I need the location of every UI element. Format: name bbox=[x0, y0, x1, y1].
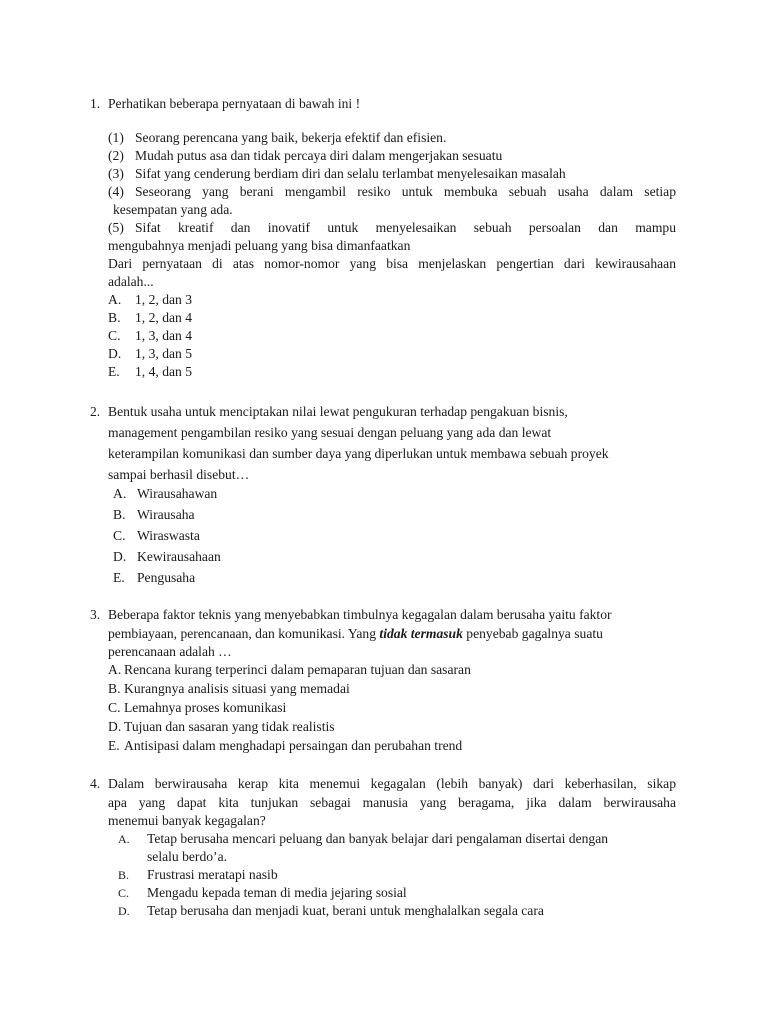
statement-label: (4) bbox=[108, 184, 124, 199]
option-text: Kurangnya analisis situasi yang memadai bbox=[124, 681, 350, 696]
option-label: D. bbox=[113, 549, 127, 564]
question-text-continued: apa yang dapat kita tunjukan sebagai manusia yang beragama, jika dalam berwirausaha bbox=[108, 795, 676, 810]
question-text: Dalam berwirausaha kerap kita menemui kegagalan (lebih banyak) dari keberhasilan, sikap bbox=[108, 776, 676, 791]
option-text: 1, 3, dan 5 bbox=[135, 346, 193, 361]
statement-text: Seseorang yang berani mengambil resiko untuk membuka sebuah usaha dalam setiap bbox=[135, 184, 676, 199]
option-label: B. bbox=[113, 507, 126, 522]
option-label: D. bbox=[108, 346, 122, 361]
question-text-part: penyebab gagalnya suatu bbox=[462, 626, 603, 641]
question-text-part: pembiayaan, perencanaan, dan komunikasi. Yang bbox=[108, 626, 380, 641]
question-text-continued: perencanaan adalah … bbox=[108, 644, 232, 659]
statement-text: Sifat yang cenderung berdiam diri dan selalu terlambat menyelesaikan masalah bbox=[135, 166, 566, 181]
option-text: Wirausaha bbox=[137, 507, 195, 522]
option-text: Tetap berusaha mencari peluang dan banyak belajar dari pengalaman disertai dengan bbox=[147, 831, 609, 846]
option-label: A. bbox=[118, 832, 130, 846]
question-text-continued: adalah... bbox=[108, 274, 154, 289]
statement-label: (5) bbox=[108, 220, 124, 235]
option-label: D. bbox=[118, 904, 130, 918]
option-text: Antisipasi dalam menghadapi persaingan dan perubahan trend bbox=[124, 738, 463, 753]
option-text: 1, 3, dan 4 bbox=[135, 328, 193, 343]
question-text-continued: keterampilan komunikasi dan sumber daya yang diperlukan untuk membawa sebuah proyek bbox=[108, 446, 609, 461]
question-text-continued: menemui banyak kegagalan? bbox=[108, 813, 266, 828]
question-number: 4. bbox=[90, 776, 101, 791]
question-number: 3. bbox=[90, 607, 101, 622]
question-text: Bentuk usaha untuk menciptakan nilai lewat pengukuran terhadap pengakuan bisnis, bbox=[108, 404, 568, 419]
statement-label: (2) bbox=[108, 148, 124, 163]
option-label: E. bbox=[108, 364, 120, 379]
option-text: Lemahnya proses komunikasi bbox=[124, 700, 287, 715]
option-text: Mengadu kepada teman di media jejaring sosial bbox=[147, 885, 407, 900]
option-text: Wiraswasta bbox=[137, 528, 200, 543]
statement-text-continued: mengubahnya menjadi peluang yang bisa dimanfaatkan bbox=[108, 238, 411, 253]
option-text: Kewirausahaan bbox=[137, 549, 221, 564]
question-prompt: Perhatikan beberapa pernyataan di bawah ini ! bbox=[108, 96, 361, 111]
question-number: 2. bbox=[90, 404, 101, 419]
option-label: B. bbox=[108, 310, 121, 325]
option-text: Tujuan dan sasaran yang tidak realistis bbox=[124, 719, 335, 734]
option-label: E. bbox=[113, 570, 125, 585]
option-text: 1, 2, dan 4 bbox=[135, 310, 193, 325]
option-label: C. bbox=[118, 886, 130, 900]
option-label: B. bbox=[118, 868, 130, 882]
emphasis-text: tidak termasuk bbox=[379, 626, 463, 641]
question-text-continued: management pengambilan resiko yang sesuai dengan peluang yang ada dan lewat bbox=[108, 425, 552, 440]
statement-label: (1) bbox=[108, 130, 124, 145]
option-text: 1, 2, dan 3 bbox=[135, 292, 193, 307]
statement-text-continued: kesempatan yang ada. bbox=[113, 202, 233, 217]
option-text: Rencana kurang terperinci dalam pemaparan tujuan dan sasaran bbox=[124, 662, 471, 677]
question-text: Dari pernyataan di atas nomor-nomor yang bisa menjelaskan pengertian dari kewirausahaan bbox=[108, 256, 676, 271]
option-text: Pengusaha bbox=[137, 570, 196, 585]
statement-text: Seorang perencana yang baik, bekerja efektif dan efisien. bbox=[135, 130, 447, 145]
question-text-continued bbox=[108, 625, 603, 643]
option-text: Wirausahawan bbox=[137, 486, 218, 501]
option-label: C. bbox=[113, 528, 126, 543]
option-label: B. bbox=[108, 681, 121, 696]
option-text: Frustrasi meratapi nasib bbox=[147, 867, 278, 882]
question-text: Beberapa faktor teknis yang menyebabkan timbulnya kegagalan dalam berusaha yaitu faktor bbox=[108, 607, 612, 622]
option-label: D. bbox=[108, 719, 122, 734]
statement-label: (3) bbox=[108, 166, 124, 181]
option-text: Tetap berusaha dan menjadi kuat, berani untuk menghalalkan segala cara bbox=[147, 903, 544, 918]
option-label: A. bbox=[113, 486, 127, 501]
option-label: A. bbox=[108, 292, 122, 307]
question-number: 1. bbox=[90, 96, 101, 111]
question-text-continued: sampai berhasil disebut… bbox=[108, 467, 250, 482]
option-text: 1, 4, dan 5 bbox=[135, 364, 193, 379]
statement-text: Mudah putus asa dan tidak percaya diri dalam mengerjakan sesuatu bbox=[135, 148, 503, 163]
option-text-continued: selalu berdo’a. bbox=[147, 849, 228, 864]
option-label: A. bbox=[108, 662, 122, 677]
statement-text: Sifat kreatif dan inovatif untuk menyelesaikan sebuah persoalan dan mampu bbox=[135, 220, 676, 235]
option-label: C. bbox=[108, 700, 121, 715]
option-label: E. bbox=[108, 738, 120, 753]
option-label: C. bbox=[108, 328, 121, 343]
